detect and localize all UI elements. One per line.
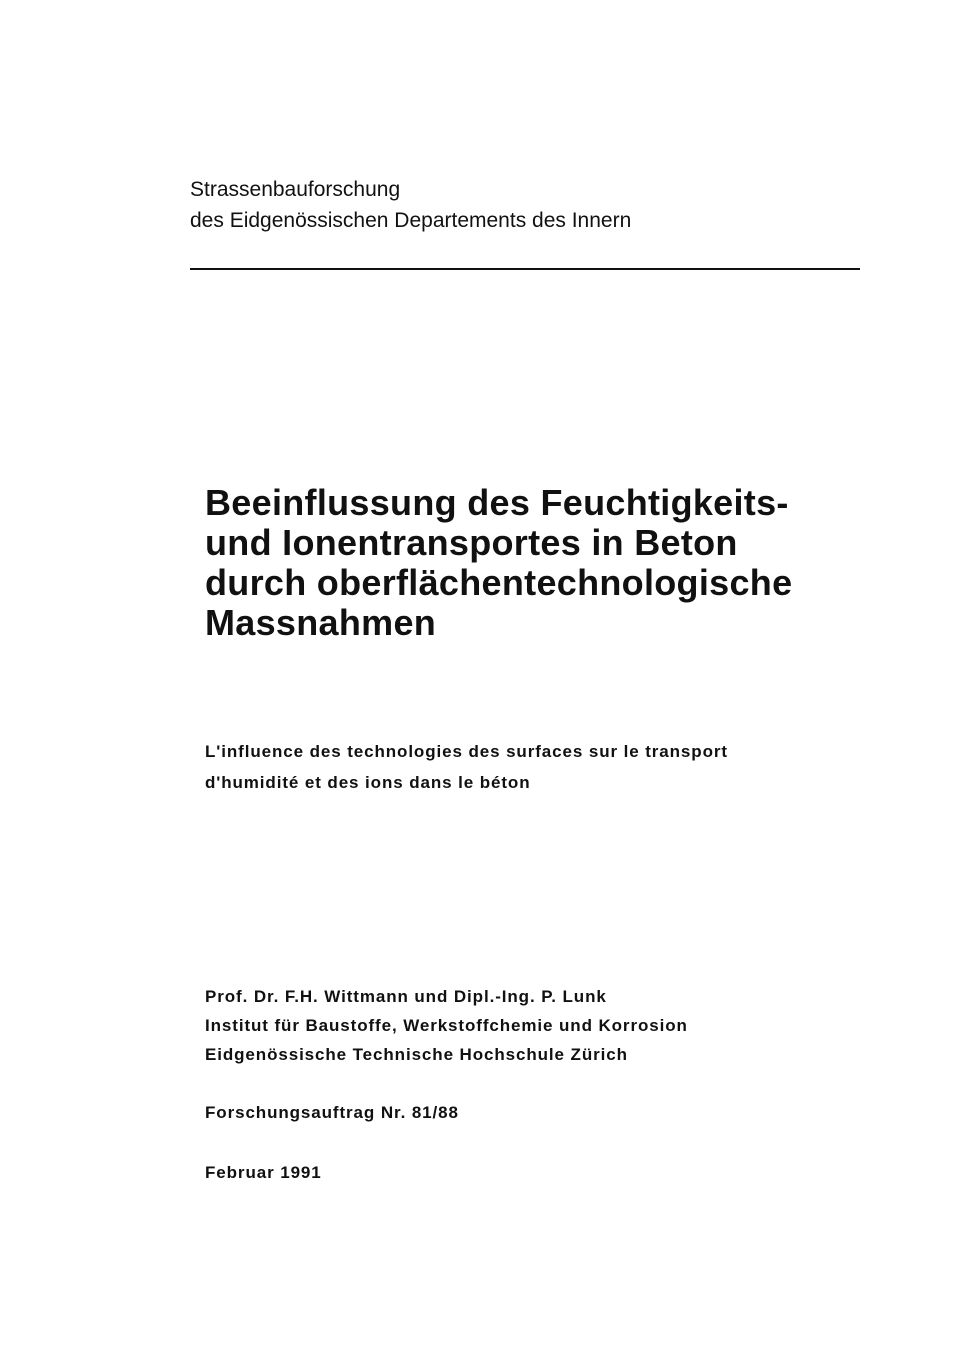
authors-block xyxy=(205,982,688,1069)
publication-date: Februar 1991 xyxy=(205,1163,322,1182)
publisher-line-1: Strassenbauforschung xyxy=(190,178,401,201)
subtitle-line-1: L'influence des technologies des surfaces sur le transport xyxy=(205,742,728,761)
authors-names: Prof. Dr. F.H. Wittmann und Dipl.-Ing. P. Lunk xyxy=(205,987,607,1006)
publisher-line-2: des Eidgenössischen Departements des Innern xyxy=(190,209,632,232)
title-line-2: und Ionentransportes in Beton xyxy=(205,522,738,563)
french-subtitle xyxy=(205,736,728,798)
authors-institute: Institut für Baustoffe, Werkstoffchemie und Korrosion xyxy=(205,1016,688,1035)
publisher-header xyxy=(190,174,631,236)
authors-university: Eidgenössische Technische Hochschule Zürich xyxy=(205,1045,628,1064)
title-line-1: Beeinflussung des Feuchtigkeits- xyxy=(205,482,789,523)
title-line-3: durch oberflächentechnologische xyxy=(205,562,793,603)
title-line-4: Massnahmen xyxy=(205,602,437,643)
header-divider xyxy=(190,268,860,270)
subtitle-line-2: d'humidité et des ions dans le béton xyxy=(205,773,531,792)
research-order-number: Forschungsauftrag Nr. 81/88 xyxy=(205,1103,459,1122)
document-title xyxy=(205,483,792,643)
